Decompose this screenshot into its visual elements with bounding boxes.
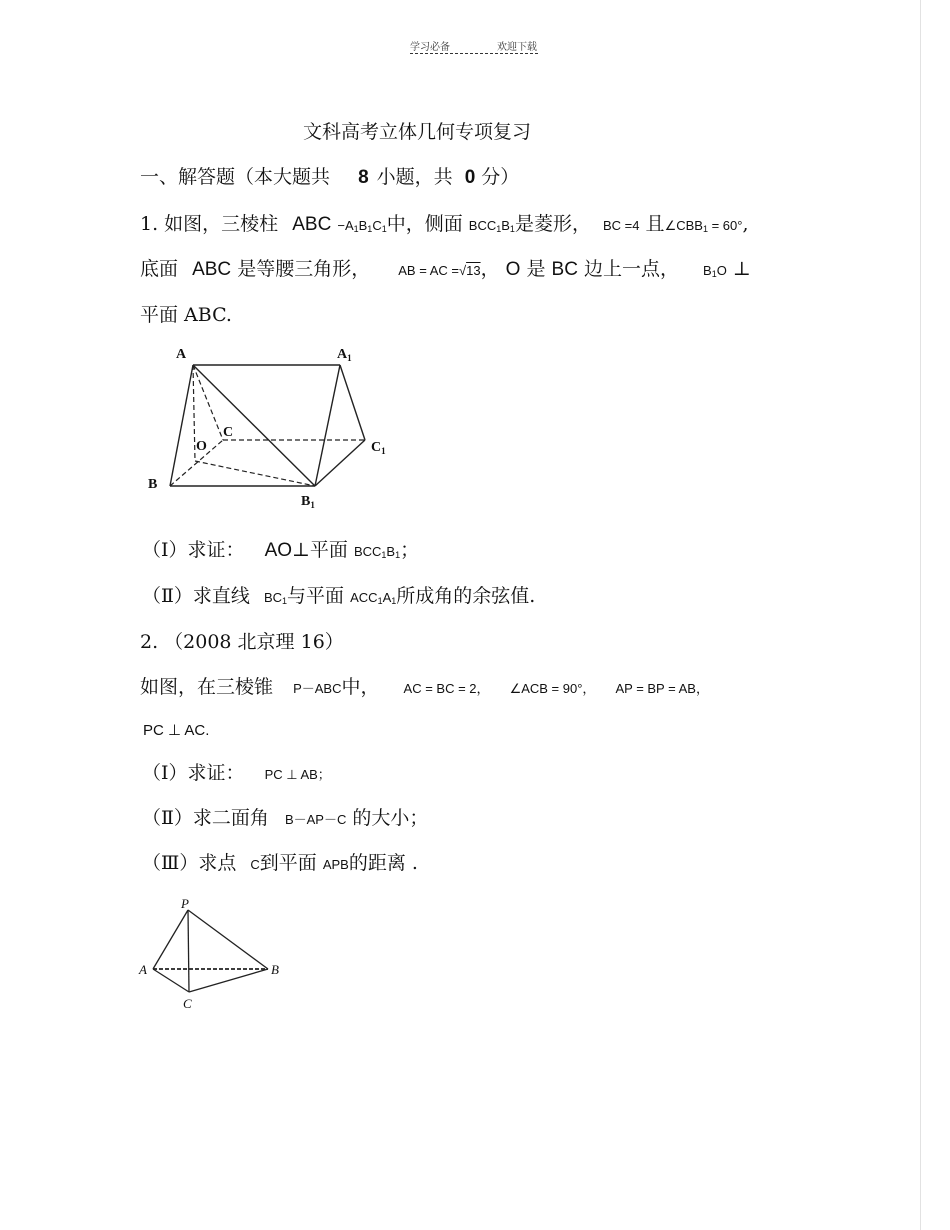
prism-figure (140, 340, 410, 515)
q1-line2: 底面 ABC 是等腰三角形， AB = AC =√13， O 是 BC 边上一点， $B_1O$ ⊥ (140, 258, 751, 280)
q2-heading: 2. （2008 北京理 16） (140, 631, 344, 653)
q2-line2: PC ⊥ AC. (143, 722, 210, 739)
q2-part2: （Ⅱ）求二面角 B－AP－C 的大小； (142, 807, 429, 829)
label-O: O (196, 439, 207, 454)
document-title: 文科高考立体几何专项复习 (303, 121, 532, 143)
pyramid-figure (135, 893, 295, 1018)
label-A: A (176, 347, 187, 362)
q1-part2: （Ⅱ）求直线 $BC_1$与平面 $ACC_1A_1$所成角的余弦值. (142, 585, 536, 607)
label-B: B (148, 477, 158, 492)
page-edge (920, 0, 921, 1230)
header-left: 学习必备 (410, 42, 450, 53)
header-divider (410, 53, 538, 54)
label-C1: $C_1$ (371, 440, 386, 456)
q2-part3: （Ⅲ）求点 C到平面 APB的距离 . (142, 852, 418, 874)
label-A: A (139, 962, 147, 977)
header-right: 欢迎下载 (497, 42, 537, 53)
label-C: C (223, 425, 234, 440)
q1-line3: 平面 ABC. (140, 304, 232, 326)
section-heading: 一、解答题（本大题共 8 小题，共 0 分） (140, 166, 520, 188)
q2-part1: （Ⅰ）求证： PC ⊥ AB； (142, 762, 331, 784)
label-B: B (271, 962, 279, 977)
label-B1: $B_1$ (301, 494, 315, 510)
label-A1: $A_1$ (337, 347, 352, 363)
q1-line1: 1. 如图，三棱柱 ABC $-A_1B_1C_1$中，侧面 $BCC_1B_1$是菱形， BC =4 且$\angle CBB_1 = 60^\circ$, (140, 213, 749, 235)
label-C: C (183, 996, 192, 1011)
label-P: P (181, 896, 189, 911)
q2-line1: 如图，在三棱锥 P－ABC中， AC = BC = 2， ∠ACB = 90°， AP = BP = AB， (140, 676, 709, 698)
q1-part1: （Ⅰ）求证： AO⊥平面 $BCC_1B_1$； (142, 539, 420, 561)
